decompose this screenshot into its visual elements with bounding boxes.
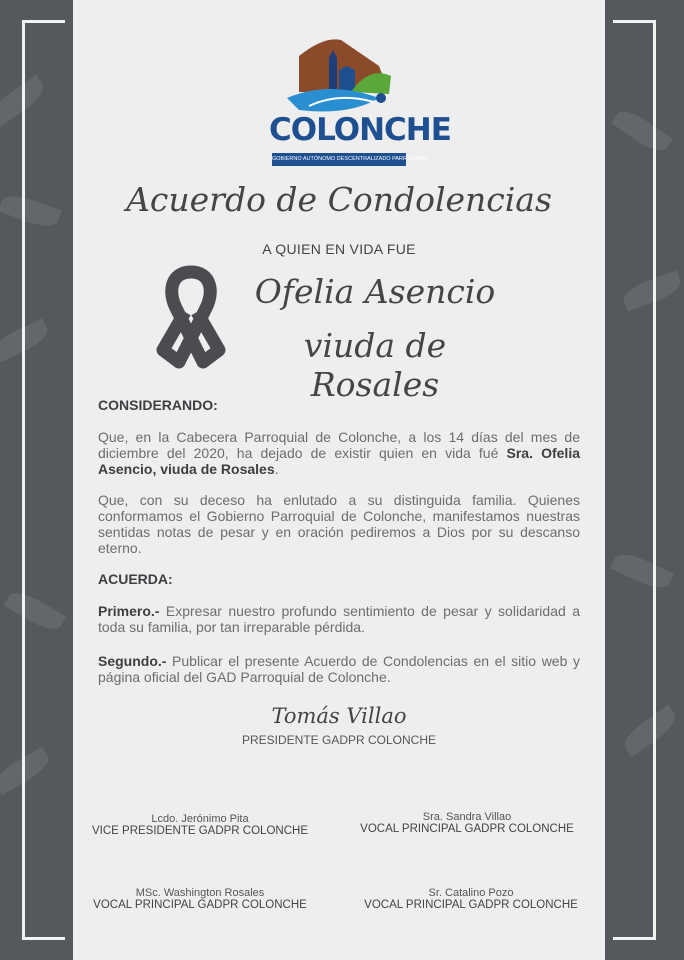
mourning-ribbon-icon bbox=[157, 266, 225, 370]
signatory-name: Lcdo. Jerónimo Pita bbox=[151, 813, 249, 825]
considerando-heading: CONSIDERANDO: bbox=[98, 397, 218, 413]
signatory-block bbox=[351, 887, 591, 911]
signatory-role: VOCAL PRINCIPAL GADPR COLONCHE bbox=[93, 899, 307, 911]
signatory-block bbox=[80, 813, 320, 837]
logo-subtitle: GOBIERNO AUTÓNOMO DESCENTRALIZADO PARROQUIAL bbox=[272, 153, 406, 166]
president-role: PRESIDENTE GADPR COLONCHE bbox=[241, 733, 437, 747]
acuerda-item-segundo bbox=[98, 653, 580, 685]
document-card bbox=[73, 0, 605, 960]
item-label: Segundo.- bbox=[98, 653, 167, 669]
item-label: Primero.- bbox=[98, 603, 160, 619]
item-text: Publicar el presente Acuerdo de Condolencias en el sitio web y página oficial del GAD Parroquial de Colonche. bbox=[98, 653, 580, 685]
signatory-role: VOCAL PRINCIPAL GADPR COLONCHE bbox=[360, 823, 574, 835]
president-signature: Tomás Villao bbox=[271, 704, 407, 728]
logo-emblem-icon bbox=[269, 36, 409, 118]
signatory-role: VICE PRESIDENTE GADPR COLONCHE bbox=[92, 825, 308, 837]
signatory-name: Sr. Catalino Pozo bbox=[428, 887, 514, 899]
signatory-role: VOCAL PRINCIPAL GADPR COLONCHE bbox=[364, 899, 578, 911]
acuerda-item-primero bbox=[98, 603, 580, 635]
colonche-logo bbox=[269, 36, 451, 168]
considerando-text: Que, en la Cabecera Parroquial de Colonche, a los 14 días del mes de diciembre del 2020, ha dejado de existir quien en vida fué bbox=[98, 429, 580, 461]
logo-wordmark: COLONCHE bbox=[269, 112, 451, 148]
deceased-name-line-2: viuda de Rosales bbox=[303, 326, 447, 404]
deceased-name-bold: Sra. Ofelia Asencio, viuda de Rosales bbox=[98, 445, 580, 477]
document-title: Acuerdo de Condolencias bbox=[126, 180, 552, 219]
intro-line: A QUIEN EN VIDA FUE bbox=[262, 241, 416, 257]
considerando-paragraph-2: Que, con su deceso ha enlutado a su distinguida familia. Quienes conformamos el Gobierno Parroquial de Colonche, manifestamos nuestras sentidas notas de pesar y en oración pediremos a Dios por su descanso eterno. bbox=[98, 492, 580, 556]
considerando-text-end: . bbox=[274, 461, 279, 477]
signatory-name: MSc. Washington Rosales bbox=[135, 887, 265, 899]
signatory-name: Sra. Sandra Villao bbox=[422, 811, 512, 823]
frame-left-border bbox=[22, 20, 65, 940]
considerando-paragraph-1 bbox=[98, 429, 580, 477]
item-text: Expresar nuestro profundo sentimiento de pesar y solidaridad a toda su familia, por tan irreparable pérdida. bbox=[98, 603, 580, 635]
deceased-name-line-1: Ofelia Asencio bbox=[254, 272, 496, 311]
frame-right-border bbox=[613, 20, 656, 940]
signatory-block bbox=[80, 887, 320, 911]
acuerda-heading: ACUERDA: bbox=[98, 571, 173, 587]
signatory-block bbox=[347, 811, 587, 835]
